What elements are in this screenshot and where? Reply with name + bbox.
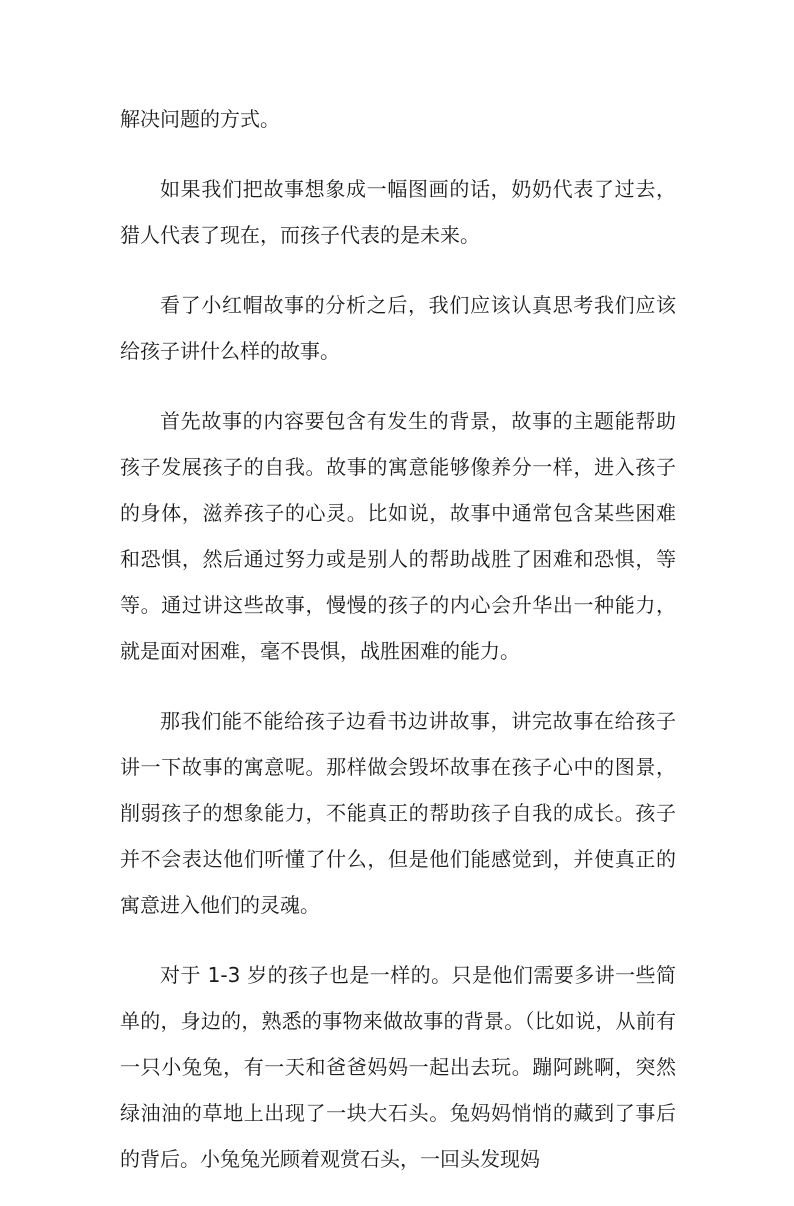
paragraph-continuation: 解决问题的方式。	[120, 107, 280, 131]
paragraph-storytelling-method: 那我们能不能给孩子边看书边讲故事，讲完故事在给孩子讲一下故事的寓意呢。那样做会毁坏故事在孩子心中的图景，削弱孩子的想象能力，不能真正的帮助孩子自我的成长。孩子并不会表达他们听懂了什么，但是他们能感觉到，并使真正的寓意进入他们的灵魂。	[120, 709, 676, 917]
paragraph-toddler-stories: 对于 1-3 岁的孩子也是一样的。只是他们需要多讲一些简单的，身边的，熟悉的事物来做故事的背景。（比如说，从前有一只小兔兔，有一天和爸爸妈妈一起出去玩。蹦阿跳啊，突然绿油油的草地上出现了一块大石头。兔妈妈悄悄的藏到了事后的背后。小兔兔光顾着观赏石头，一回头发现妈	[120, 963, 676, 1171]
paragraph-picture-metaphor: 如果我们把故事想象成一幅图画的话，奶奶代表了过去，猎人代表了现在，而孩子代表的是未来。	[120, 177, 676, 247]
paragraph-story-content: 首先故事的内容要包含有发生的背景，故事的主题能帮助孩子发展孩子的自我。故事的寓意能够像养分一样，进入孩子的身体，滋养孩子的心灵。比如说，故事中通常包含某些困难和恐惧，然后通过努力或是别人的帮助战胜了困难和恐惧，等等。通过讲这些故事，慢慢的孩子的内心会升华出一种能力，就是面对困难，毫不畏惧，战胜困难的能力。	[120, 409, 676, 663]
document-body	[120, 96, 676, 1206]
paragraph-red-riding-hood: 看了小红帽故事的分析之后，我们应该认真思考我们应该给孩子讲什么样的故事。	[120, 293, 676, 363]
